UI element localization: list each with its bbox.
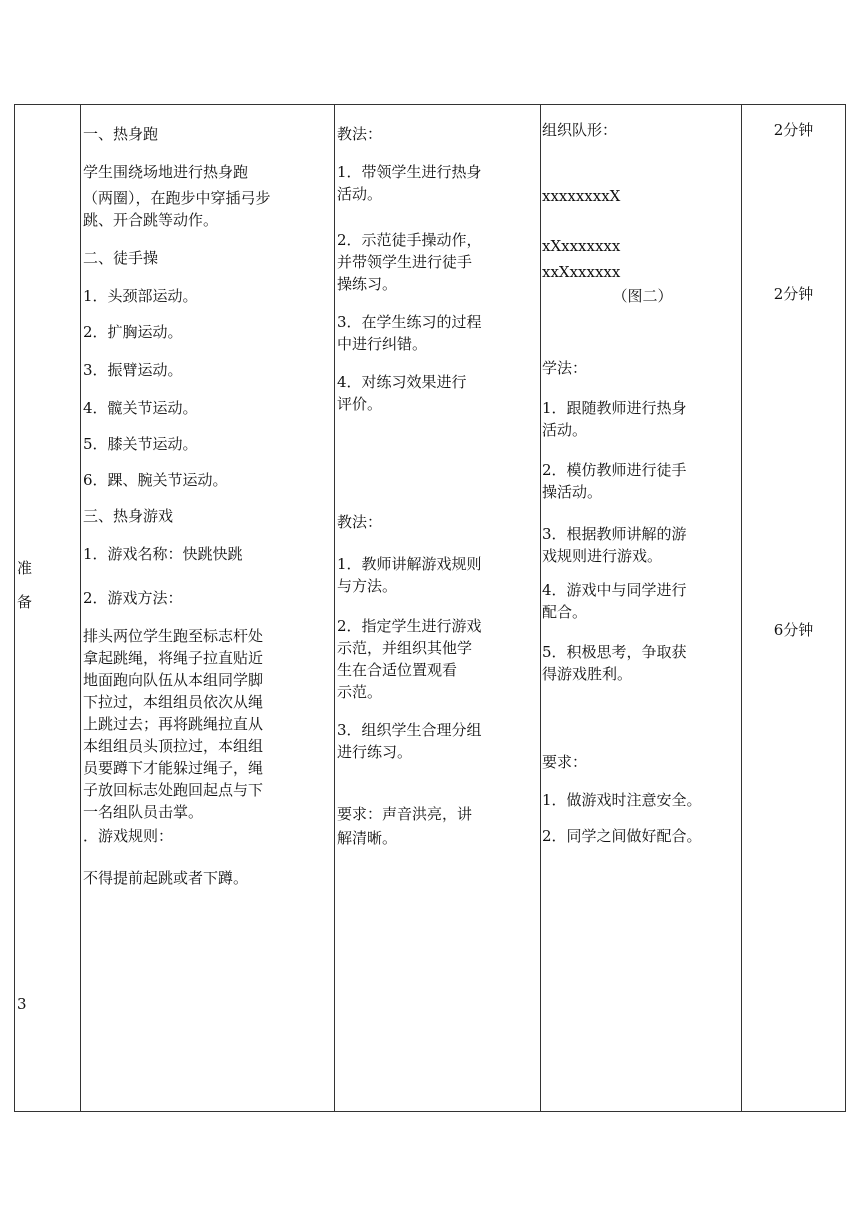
method1-title: 教法： [337, 125, 383, 143]
method2-line: 示范。 [337, 683, 383, 701]
learning-method-column [541, 105, 742, 1111]
figure-caption: （图二） [612, 287, 673, 305]
section2-title: 二、徒手操 [83, 249, 159, 267]
learning-requirement: 2．同学之间做好配合。 [542, 827, 702, 845]
phase-column [15, 105, 81, 1111]
method1-line: 评价。 [337, 395, 383, 413]
method1-line: 并带领学生进行徒手 [337, 253, 473, 271]
game-method-line: 地面跑向队伍从本组同学脚 [83, 671, 264, 689]
game-method-line: 下拉过，本组组员依次从绳 [83, 693, 264, 711]
time-value: 6分钟 [773, 621, 814, 639]
game-method-title: 2．游戏方法： [83, 589, 183, 607]
section1-line: 学生围绕场地进行热身跑 [83, 163, 249, 181]
exercise-item: 1．头颈部运动。 [83, 287, 198, 305]
learning-item-line: 戏规则进行游戏。 [542, 547, 663, 565]
game-method-line: 拿起跳绳，将绳子拉直贴近 [83, 649, 264, 667]
learning-item-line: 配合。 [542, 603, 588, 621]
method1-line: 4．对练习效果进行 [337, 373, 467, 391]
learning-item-line: 2．模仿教师进行徒手 [542, 461, 687, 479]
exercise-item: 3．振臂运动。 [83, 361, 183, 379]
phase-label-2: 备 [17, 593, 33, 611]
section1-line: （两圈），在跑步中穿插弓步 [83, 189, 271, 207]
lesson-plan-table [14, 104, 846, 1112]
method2-line: 2．指定学生进行游戏 [337, 617, 482, 635]
formation-row: xXxxxxxxx [542, 237, 621, 255]
game-method-line: 一名组队员击掌。 [83, 803, 204, 821]
method2-line: 示范，并组织其他学 [337, 639, 473, 657]
section1-title: 一、热身跑 [83, 125, 159, 143]
phase-label-1: 准 [17, 559, 33, 577]
learning-item-line: 1．跟随教师进行热身 [542, 399, 687, 417]
learning-requirement-title: 要求： [542, 753, 588, 771]
time-value: 2分钟 [773, 121, 814, 139]
teaching-requirement-line: 要求：声音洪亮，讲 [337, 805, 473, 823]
game-method-line: 本组组员头顶拉过，本组组 [83, 737, 264, 755]
game-method-line: 排头两位学生跑至标志杆处 [83, 627, 264, 645]
method1-line: 中进行纠错。 [337, 335, 428, 353]
teaching-requirement-line: 解清晰。 [337, 829, 398, 847]
game-method-line: 子放回标志处跑回起点与下 [83, 781, 264, 799]
learning-item-line: 得游戏胜利。 [542, 665, 633, 683]
section3-title: 三、热身游戏 [83, 507, 174, 525]
teaching-method-column [335, 105, 541, 1111]
method1-line: 活动。 [337, 185, 383, 203]
method1-line: 操练习。 [337, 275, 398, 293]
time-column [742, 105, 845, 1111]
game-name: 1．游戏名称：快跳快跳 [83, 545, 243, 563]
method2-line: 3．组织学生合理分组 [337, 721, 482, 739]
content-column [81, 105, 335, 1111]
formation-title: 组织队形： [542, 121, 618, 139]
method2-line: 1．教师讲解游戏规则 [337, 555, 482, 573]
learning-item-line: 5．积极思考，争取获 [542, 643, 687, 661]
exercise-item: 6．踝、腕关节运动。 [83, 471, 228, 489]
learning-requirement: 1．做游戏时注意安全。 [542, 791, 702, 809]
phase-number: 3 [17, 995, 27, 1013]
formation-row: xxXxxxxxx [542, 263, 621, 281]
learning-item-line: 活动。 [542, 421, 588, 439]
exercise-item: 2．扩胸运动。 [83, 323, 183, 341]
section1-line: 跳、开合跳等动作。 [83, 211, 219, 229]
learning-item-line: 3．根据教师讲解的游 [542, 525, 687, 543]
method2-line: 进行练习。 [337, 743, 413, 761]
method1-line: 3．在学生练习的过程 [337, 313, 482, 331]
exercise-item: 4．髋关节运动。 [83, 399, 198, 417]
learning-item-line: 4．游戏中与同学进行 [542, 581, 687, 599]
game-method-line: 上跳过去；再将跳绳拉直从 [83, 715, 264, 733]
method1-line: 1．带领学生进行热身 [337, 163, 482, 181]
method1-line: 2．示范徒手操动作， [337, 231, 482, 249]
method2-line: 生在合适位置观看 [337, 661, 458, 679]
time-value: 2分钟 [773, 285, 814, 303]
learning-method-title: 学法： [542, 359, 588, 377]
learning-item-line: 操活动。 [542, 483, 603, 501]
formation-row: xxxxxxxxX [542, 187, 621, 205]
exercise-item: 5．膝关节运动。 [83, 435, 198, 453]
method2-line: 与方法。 [337, 577, 398, 595]
game-rules-title: ．游戏规则： [83, 827, 174, 845]
game-rules-body: 不得提前起跳或者下蹲。 [83, 869, 249, 887]
method2-title: 教法： [337, 513, 383, 531]
game-method-line: 员要蹲下才能躲过绳子，绳 [83, 759, 264, 777]
